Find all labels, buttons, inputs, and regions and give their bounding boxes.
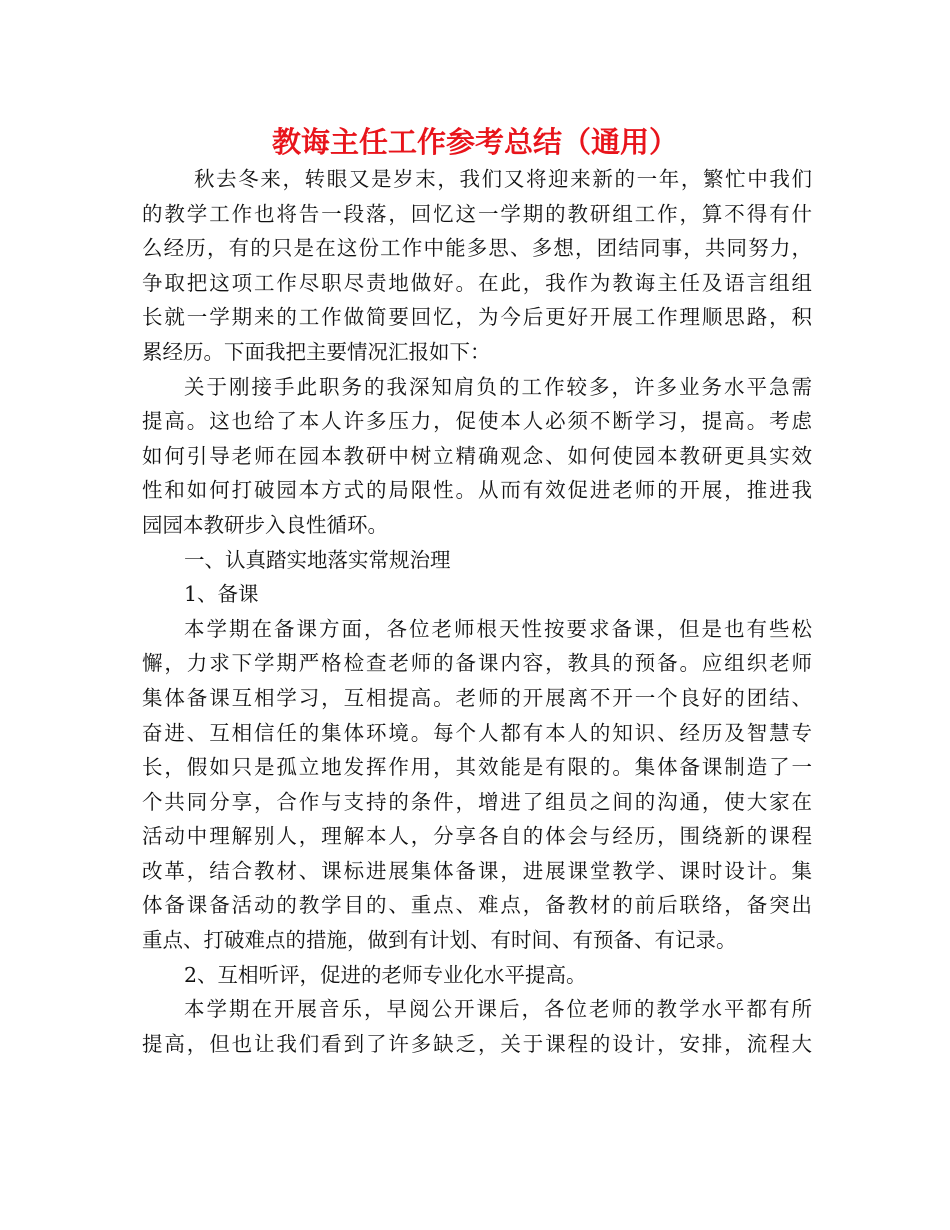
text-line: 活动中理解别人，理解本人，分享各自的体会与经历，围绕新的课程 <box>142 824 812 849</box>
text-line: 集体备课互相学习，互相提高。老师的开展离不开一个良好的团结、 <box>142 685 812 710</box>
text-line: 关于刚接手此职务的我深知肩负的工作较多，许多业务水平急需 <box>184 374 812 399</box>
text-line: 体备课备活动的教学目的、重点、难点，备教材的前后联络，备突出 <box>142 893 812 918</box>
text-line: 园园本教研步入良性循环。 <box>142 512 388 537</box>
text-line: 本学期在备课方面，各位老师根天性按要求备课，但是也有些松 <box>184 616 812 641</box>
text-line: 如何引导老师在园本教研中树立精确观念、如何使园本教研更具实效 <box>142 443 812 468</box>
text-line: 长，假如只是孤立地发挥作用，其效能是有限的。集体备课制造了一 <box>142 755 812 780</box>
text-line: 性和如何打破园本方式的局限性。从而有效促进老师的开展，推进我 <box>142 478 812 503</box>
text-line: 奋进、互相信任的集体环境。每个人都有本人的知识、经历及智慧专 <box>142 720 812 745</box>
document-title: 教诲主任工作参考总结（通用） <box>271 125 678 159</box>
text-line: 争取把这项工作尽职尽责地做好。在此，我作为教诲主任及语言组组 <box>142 270 812 295</box>
text-line: 提高。这也给了本人许多压力，促使本人必须不断学习，提高。考虑 <box>142 409 812 434</box>
section-heading: 一、认真踏实地落实常规治理 <box>184 547 451 572</box>
text-line: 个共同分享，合作与支持的条件，增进了组员之间的沟通，使大家在 <box>142 789 812 814</box>
subsection-heading: 2、互相听评，促进的老师专业化水平提高。 <box>184 962 587 987</box>
text-line: 长就一学期来的工作做简要回忆，为今后更好开展工作理顺思路，积 <box>142 305 812 330</box>
text-line: 改革，结合教材、课标进展集体备课，进展课堂教学、课时设计。集 <box>142 858 812 883</box>
text-line: 么经历，有的只是在这份工作中能多思、多想，团结同事，共同努力， <box>142 236 812 261</box>
text-line: 秋去冬来，转眼又是岁末，我们又将迎来新的一年，繁忙中我们 <box>194 167 812 191</box>
text-line: 懈，力求下学期严格检查老师的备课内容，教具的预备。应组织老师 <box>142 651 812 676</box>
text-line: 的教学工作也将告一段落，回忆这一学期的教研组工作，算不得有什 <box>142 201 812 226</box>
subsection-heading: 1、备课 <box>184 582 259 607</box>
text-line: 本学期在开展音乐，早阅公开课后，各位老师的教学水平都有所 <box>184 997 812 1022</box>
document-body <box>142 162 812 1061</box>
text-line: 累经历。下面我把主要情况汇报如下： <box>142 339 491 364</box>
text-line: 重点、打破难点的措施，做到有计划、有时间、有预备、有记录。 <box>142 928 737 953</box>
text-line: 提高，但也让我们看到了许多缺乏，关于课程的设计，安排，流程大 <box>142 1031 812 1056</box>
